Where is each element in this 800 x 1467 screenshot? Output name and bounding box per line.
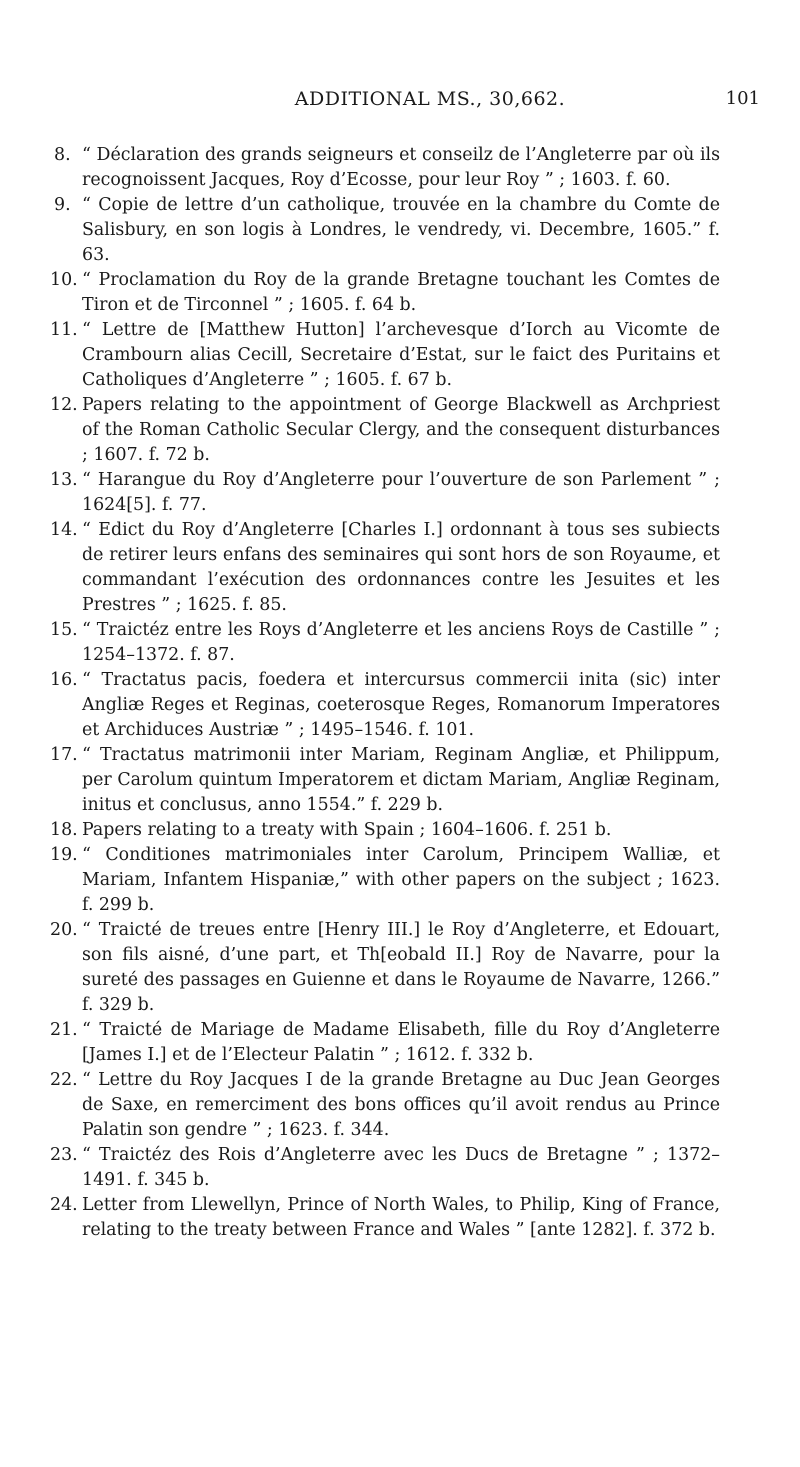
entry-number: 20. [50, 920, 78, 940]
entry-number: 12. [50, 395, 78, 415]
entry-list [50, 143, 720, 1243]
entry-18 [50, 818, 720, 843]
entry-17 [50, 743, 720, 818]
entry-20 [50, 918, 720, 1018]
entry-text: “ Lettre du Roy Jacques I de la grande Bretagne au Duc Jean Georges de Saxe, en remerciment des bons offices qu’il avoit rendus au Prince Palatin son gendre ” ; 1623. f. 344. [82, 1070, 720, 1140]
entry-19 [50, 843, 720, 918]
entry-text: “ Lettre de [Matthew Hutton] l’archevesque d’Iorch au Vicomte de Crambourn alias Cecill, Secretaire d’Estat, sur le faict des Puritains et Catholiques d’Angleterre ” ; 1605. f. 67 b. [82, 320, 720, 390]
entry-text: Papers relating to the appointment of George Blackwell as Archpriest of the Roman Catholic Secular Clergy, and the consequent disturbances ; 1607. f. 72 b. [82, 395, 720, 465]
entry-number: 14. [50, 520, 78, 540]
entry-number: 21. [50, 1020, 78, 1040]
entry-14 [50, 518, 720, 618]
entry-number: 22. [50, 1070, 78, 1090]
entry-number: 24. [50, 1195, 78, 1215]
entry-text: “ Edict du Roy d’Angleterre [Charles I.] ordonnant à tous ses subiects de retirer leurs enfans des seminaires qui sont hors de son Royaume, et commandant l’exécution des ordonnances contre les Jesuites et les Prestres ” ; 1625. f. 85. [82, 520, 720, 615]
entry-text: Letter from Llewellyn, Prince of North Wales, to Philip, King of France, relating to the treaty between France and Wales ” [ante 1282]. f. 372 b. [82, 1195, 720, 1240]
entry-text: “ Harangue du Roy d’Angleterre pour l’ouverture de son Parlement ” ; 1624[5]. f. 77. [82, 470, 720, 515]
entry-text: “ Proclamation du Roy de la grande Bretagne touchant les Comtes de Tiron et de Tirconnel ” ; 1605. f. 64 b. [82, 270, 720, 315]
running-head [160, 88, 760, 118]
entry-text: “ Conditiones matrimoniales inter Carolum, Principem Walliæ, et Mariam, Infantem Hispaniæ,” with other papers on the subject ; 1623. f. 299 b. [82, 845, 720, 915]
entry-number: 9. [54, 195, 71, 215]
entry-16 [50, 668, 720, 743]
entry-9 [56, 193, 720, 268]
entry-text: “ Traicté de Mariage de Madame Elisabeth, fille du Roy d’Angleterre [James I.] et de l’Electeur Palatin ” ; 1612. f. 332 b. [82, 1020, 720, 1065]
entry-number: 19. [50, 845, 78, 865]
entry-number: 23. [50, 1145, 78, 1165]
entry-text: “ Traictéz entre les Roys d’Angleterre et les anciens Roys de Castille ” ; 1254–1372. f. 87. [82, 620, 720, 665]
entry-text: “ Traictéz des Rois d’Angleterre avec les Ducs de Bretagne ” ; 1372–1491. f. 345 b. [82, 1145, 720, 1190]
entry-12 [50, 393, 720, 468]
entry-13 [50, 468, 720, 518]
entry-number: 8. [54, 145, 71, 165]
entry-10 [50, 268, 720, 318]
running-title: ADDITIONAL MS., 30,662. [294, 88, 566, 110]
entry-text: “ Tractatus matrimonii inter Mariam, Reginam Angliæ, et Philippum, per Carolum quintum Imperatorem et dictam Mariam, Angliæ Reginam, initus et conclusus, anno 1554.” f. 229 b. [82, 745, 720, 815]
entry-number: 10. [50, 270, 78, 290]
entry-number: 11. [50, 320, 78, 340]
entry-text: “ Déclaration des grands seigneurs et conseilz de l’Angleterre par où ils recognoissent Jacques, Roy d’Ecosse, pour leur Roy ” ; 1603. f. 60. [82, 145, 720, 190]
entry-text: Papers relating to a treaty with Spain ; 1604–1606. f. 251 b. [82, 820, 612, 840]
entry-21 [50, 1018, 720, 1068]
entry-text: “ Copie de lettre d’un catholique, trouvée en la chambre du Comte de Salisbury, en son logis à Londres, le vendredy, vi. Decembre, 1605.” f. 63. [82, 195, 720, 265]
page-number: 101 [725, 88, 760, 109]
entry-11 [50, 318, 720, 393]
entry-22 [50, 1068, 720, 1143]
entry-24 [50, 1193, 720, 1243]
entry-number: 18. [50, 820, 78, 840]
entry-number: 17. [50, 745, 78, 765]
entry-number: 15. [50, 620, 78, 640]
entry-number: 13. [50, 470, 78, 490]
entry-15 [50, 618, 720, 668]
entry-text: “ Traicté de treues entre [Henry III.] le Roy d’Angleterre, et Edouart, son fils aisné, d’une part, et Th[eobald II.] Roy de Navarre, pour la sureté des passages en Guienne et dans le Royaume de Navarre, 1266.” f. 329 b. [82, 920, 720, 1015]
entry-8 [56, 143, 720, 193]
entry-23 [50, 1143, 720, 1193]
entry-number: 16. [50, 670, 78, 690]
entry-text: “ Tractatus pacis, foedera et intercursus commercii inita (sic) inter Angliæ Reges et Reginas, coeterosque Reges, Romanorum Imperatores et Archiduces Austriæ ” ; 1495–1546. f. 101. [82, 670, 720, 740]
